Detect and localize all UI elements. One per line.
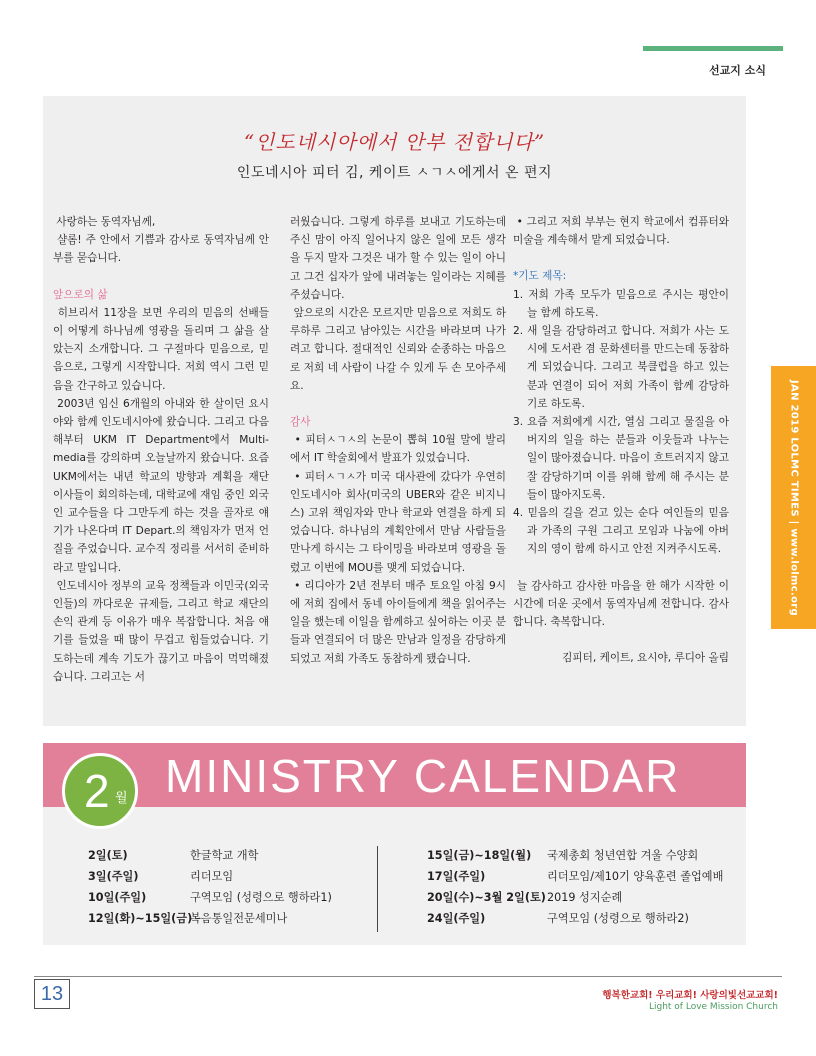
prayer-item: 2. 새 일을 감당하려고 합니다. 저희가 사는 도시에 도서관 겸 문화센터를 만드는데 동참하게 되었습니다. 그리고 북클럽을 하고 있는 분과 연결이 되어 저희 가족이 함께 감당하기로 하도록.	[513, 325, 733, 410]
paragraph: 샬롬! 주 안에서 기쁨과 감사로 동역자님께 안부를 묻습니다.	[53, 234, 269, 265]
calendar-event: 한글학교 개학	[190, 849, 259, 862]
paragraph-gap	[53, 268, 269, 286]
calendar-date: 20일(수)~3월 2일(토)	[427, 891, 546, 904]
paragraph: 사랑하는 동역자님께,	[53, 216, 156, 228]
month-unit: 월	[115, 791, 128, 806]
paragraph: 러웠습니다. 그렇게 하루를 보내고 기도하는데 주신 맘이 아직 일어나지 않은 일에 모든 생각을 두지 말자 그것은 내가 할 수 있는 일이 아니고 그건 십자가 앞에 내려놓는 일이라는 지혜를 주셨습니다.	[290, 216, 510, 301]
calendar-date: 10일(주일)	[88, 891, 147, 904]
footer-church-name: Light of Love Mission Church	[648, 1002, 778, 1012]
header-accent-bar	[643, 46, 783, 51]
section-heading: 감사	[290, 416, 311, 429]
calendar-event: 구역모임 (성령으로 행하라2)	[547, 912, 689, 925]
prayer-item: 4. 믿음의 길을 걷고 있는 순다 여인들의 믿음과 가족의 구원 그리고 모임과 나눔에 아버지의 영이 함께 하시고 안전 지켜주시도록.	[513, 507, 729, 556]
paragraph: 앞으로의 시간은 모르지만 믿음으로 저희도 하루하루 그리고 남아있는 시간을 바라보며 나가려고 합니다. 절대적인 신뢰와 순종하는 마음으로 저희 네 사람이 나갈 수 있게 두 손 모아주세요.	[290, 307, 506, 392]
calendar-event: 복음통일전문세미나	[190, 912, 288, 925]
paragraph: • 피터ㅅㄱㅅ의 논문이 뽑혀 10월 말에 발리에서 IT 학술회에서 발표가 있었습니다.	[290, 434, 506, 465]
calendar-date: 17일(주일)	[427, 870, 486, 883]
calendar-event: 2019 성지순례	[547, 891, 623, 904]
section-label: 선교지 소식	[709, 64, 766, 77]
calendar-event: 리더모임	[190, 870, 234, 883]
letter-subtitle: 인도네시아 피터 김, 케이트 ㅅㄱㅅ에게서 온 편지	[236, 165, 553, 181]
side-tab-text: JAN 2019 LOLMC TIMES | www.lolmc.org	[788, 379, 799, 616]
calendar-title: MINISTRY CALENDAR	[165, 750, 681, 802]
paragraph: 히브리서 11장을 보면 우리의 믿음의 선배들이 어떻게 하나님께 영광을 돌리며 그 삶을 살았는지 소개합니다. 그 구절마다 믿음으로, 믿음으로, 그렇게 시작합니다. 저희 역시 그런 믿음을 간구하고 있습니다.	[53, 306, 269, 392]
letter-title: “인도네시아에서 안부 전합니다”	[243, 130, 546, 154]
paragraph-gap	[513, 631, 729, 649]
calendar-date: 2일(토)	[88, 849, 128, 862]
paragraph: 늘 감사하고 감사한 마음을 한 해가 시작한 이 시간에 더운 곳에서 동역자님께 전합니다. 감사합니다. 축복합니다.	[513, 579, 733, 629]
paragraph: • 피터ㅅㄱㅅ가 미국 대사관에 갔다가 우연히 인도네시아 회사(미국의 UBER와 같은 비지니스) 고위 책임자와 만나 학교와 연결을 하게 되었습니다. 하나님의 계획안에서 만남 사람들을 만나게 하시는 그 타이밍을 바라보며 영광을 돌렸고 이번에 MOU를 맺게 되었습니다.	[290, 470, 510, 574]
page-number: 13	[34, 979, 70, 1009]
calendar-event: 리더모임/제10기 양육훈련 졸업예배	[547, 870, 724, 883]
letter-column-3	[513, 213, 733, 667]
letter-column-1	[53, 213, 273, 686]
month-badge	[62, 753, 138, 829]
side-tab	[771, 366, 816, 629]
letter-column-2	[290, 213, 510, 668]
paragraph-gap	[290, 395, 506, 413]
paragraph-gap	[513, 559, 729, 577]
calendar-date: 15일(금)~18일(월)	[427, 849, 532, 862]
calendar-date: 12일(화)~15일(금)	[88, 912, 193, 925]
prayer-item: 3. 요즘 저희에게 시간, 열심 그리고 물질을 아버지의 일을 하는 분들과 이웃들과 나누는 일이 많아졌습니다. 마음이 흐트러지지 않고 잘 감당하기며 이를 위해 함께 해 주시는 분들이 많아지도록.	[513, 416, 733, 501]
footer-slogan: 행복한교회! 우리교회! 사랑의빛선교교회!	[602, 990, 778, 1001]
month-number: 2	[84, 765, 110, 817]
calendar-date: 24일(주일)	[427, 912, 486, 925]
calendar-date: 3일(주일)	[88, 870, 139, 883]
paragraph: 2003년 임신 6개월의 아내와 한 살이던 요시야와 함께 인도네시아에 왔습니다. 그리고 다음 해부터 UKM IT Department에서 Multi-media를 강의하며 오늘날까지 왔습니다. 요즘 UKM에서는 내년 학교의 방향과 계획을 재단 이사들이 회의하는데, 대학교에 재임 중인 외국인 교수들을 다 그만두게 하는 것을 골자로 얘기가 나온다며 IT Depart.의 책임자가 먼저 언질을 주었습니다. 교수직 정리를 서서히 준비하라고 말입니다.	[53, 397, 273, 574]
letter-panel	[43, 96, 746, 726]
paragraph: 인도네시아 정부의 교육 정책들과 이민국(외국인들)의 까다로운 규제들, 그리고 학교 재단의 손익 관계 등 이유가 매우 복잡합니다. 처음 얘기를 들었을 때 많이 무겁고 힘들었습니다. 기도하는데 계속 기도가 끊기고 마음이 먹먹해졌습니다. 그리고는 서	[53, 579, 273, 683]
calendar-event: 구역모임 (성령으로 행하라1)	[190, 891, 332, 904]
section-heading: 앞으로의 삶	[53, 288, 108, 301]
paragraph: • 그리고 저희 부부는 현지 학교에서 컴퓨터와 미술을 계속해서 맡게 되었습니다.	[513, 216, 733, 247]
calendar-event: 국제총회 청년연합 겨울 수양회	[547, 849, 699, 862]
paragraph-gap	[513, 249, 729, 267]
prayer-heading: *기도 제목:	[513, 270, 567, 283]
prayer-item: 1. 저희 가족 모두가 믿음으로 주시는 평안이 늘 함께 하도록.	[513, 288, 733, 319]
calendar-divider	[377, 846, 378, 932]
paragraph: • 리디아가 2년 전부터 매주 토요일 아침 9시에 저희 집에서 동네 아이들에게 책을 읽어주는 일을 했는데 이일을 함께하고 싶어하는 이곳 분들과 연결되어 더 많은 만남과 일정을 감당하게 되었고 저희 가족도 동참하게 됐습니다.	[290, 579, 510, 665]
signature: 김피터, 케이트, 요시야, 루디아 올림	[562, 652, 729, 665]
footer-divider	[34, 976, 782, 977]
